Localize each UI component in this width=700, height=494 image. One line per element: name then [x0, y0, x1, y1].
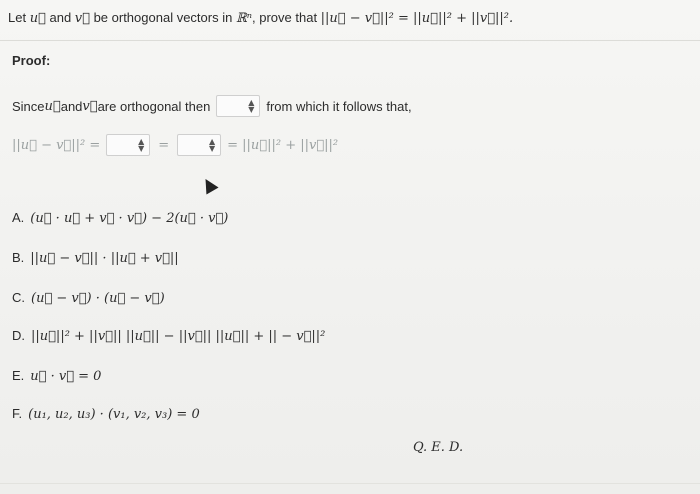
line2-lhs: ||u⃗ − v⃗||² = [12, 137, 101, 153]
option-letter: C. [12, 290, 25, 305]
line1-and: and [60, 98, 83, 114]
option-expr: u⃗ · v⃗ = 0 [30, 369, 102, 384]
proof-title: Proof: [12, 53, 51, 68]
qed-label: Q. E. D. [413, 440, 464, 455]
option-expr: (u⃗ · u⃗ + v⃗ · v⃗) − 2(u⃗ · v⃗) [30, 211, 229, 226]
option-expr: (u₁, u₂, u₃) · (v₁, v₂, v₃) = 0 [28, 407, 200, 422]
option-letter: D. [12, 328, 25, 343]
vector-u: u⃗ [29, 11, 46, 26]
option-f [12, 406, 200, 422]
vector-v: v⃗ [74, 11, 90, 26]
question-prefix: Let [8, 10, 30, 25]
option-c [12, 290, 165, 306]
line1-middle: are orthogonal then [97, 98, 211, 114]
option-letter: E. [12, 368, 25, 383]
option-e [12, 368, 101, 384]
option-expr: (u⃗ − v⃗) · (u⃗ − v⃗) [31, 291, 165, 306]
space-rn: ℝⁿ [235, 11, 253, 26]
option-letter: B. [12, 250, 25, 265]
option-a [12, 210, 228, 226]
updown-arrow-icon: ▲ ▼ [248, 98, 255, 114]
proof-line-1 [12, 95, 412, 117]
line2-equals: = [158, 137, 170, 153]
line1-prefix: Since [12, 98, 45, 114]
option-letter: F. [12, 406, 23, 421]
dropdown-orthogonality[interactable] [216, 95, 260, 117]
question-and: and [45, 10, 75, 25]
line1-vector-u: u⃗ [44, 98, 61, 114]
question-middle: be orthogonal vectors in [89, 10, 236, 25]
proof-line-2 [12, 134, 338, 156]
option-letter: A. [12, 210, 25, 225]
header-divider [0, 40, 700, 41]
dropdown-step-2[interactable] [177, 134, 221, 156]
option-expr: ||u⃗||² + ||v⃗|| ||u⃗|| − ||v⃗|| ||u⃗|| + || − v⃗||² [31, 329, 326, 344]
line2-rhs: = ||u⃗||² + ||v⃗||² [227, 137, 339, 153]
updown-arrow-icon: ▲ ▼ [138, 137, 145, 153]
line1-suffix: from which it follows that, [266, 98, 412, 114]
question-statement [8, 10, 513, 26]
mouse-pointer-icon [199, 175, 218, 194]
option-d [12, 328, 325, 344]
question-prove: , prove that [252, 10, 321, 25]
option-expr: ||u⃗ − v⃗|| · ||u⃗ + v⃗|| [30, 251, 179, 266]
dropdown-step-1[interactable] [106, 134, 150, 156]
identity-to-prove: ||u⃗ − v⃗||² = ||u⃗||² + ||v⃗||². [320, 11, 514, 26]
updown-arrow-icon: ▲ ▼ [208, 137, 216, 153]
option-b [12, 250, 179, 266]
line1-vector-v: v⃗ [82, 98, 98, 114]
footer-divider [0, 483, 700, 484]
